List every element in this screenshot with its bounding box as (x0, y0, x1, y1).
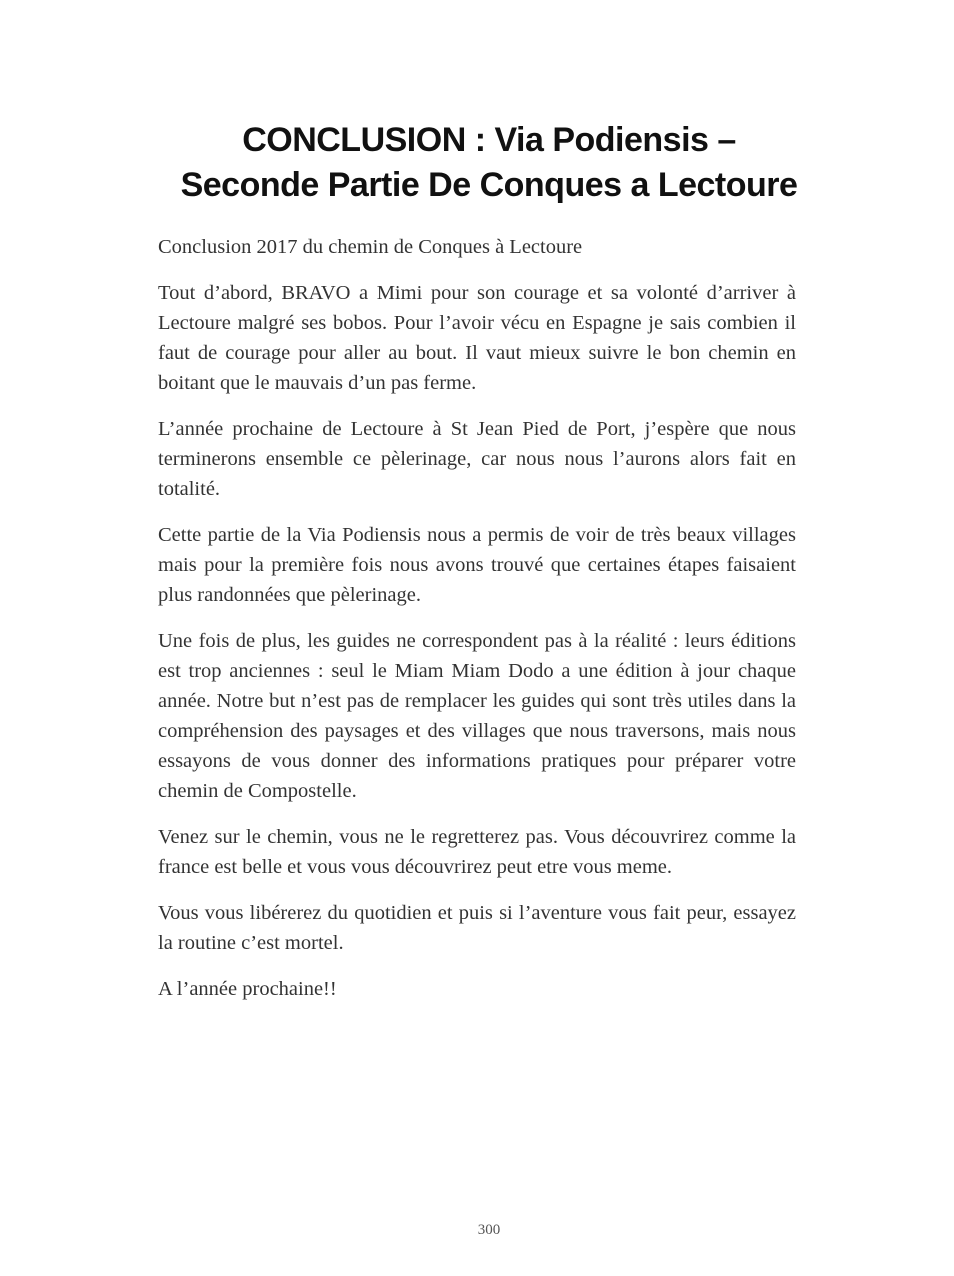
paragraph-closing: A l’année prochaine!! (158, 978, 337, 1000)
paragraph: Venez sur le chemin, vous ne le regretterez pas. Vous découvrirez comme la france est belle et vous vous découvrirez peut etre vous meme. (158, 826, 796, 878)
paragraph: L’année prochaine de Lectoure à St Jean Pied de Port, j’espère que nous terminerons ensemble ce pèlerinage, car nous nous l’aurons alors fait en totalité. (158, 418, 796, 500)
paragraph: Tout d’abord, BRAVO a Mimi pour son courage et sa volonté d’arriver à Lectoure malgré ses bobos. Pour l’avoir vécu en Espagne je sais combien il faut de courage pour aller au bout. Il vaut mieux suivre le bon chemin en boitant que le mauvais d’un pas ferme. (158, 282, 796, 394)
paragraph: Cette partie de la Via Podiensis nous a permis de voir de très beaux villages mais pour la première fois nous avons trouvé que certaines étapes faisaient plus randonnées que pèlerinage. (158, 524, 796, 606)
paragraph: Une fois de plus, les guides ne correspondent pas à la réalité : leurs éditions est trop anciennes : seul le Miam Miam Dodo a une édition à jour chaque année. Notre but n’est pas de remplacer les guides qui sont très utiles dans la compréhension des paysages et des villages que nous traversons, mais nous essayons de vous donner des informations pratiques pour préparer votre chemin de Compostelle. (158, 630, 796, 802)
body-text (158, 232, 796, 1020)
paragraph-intro: Conclusion 2017 du chemin de Conques à Lectoure (158, 236, 583, 258)
paragraph: Vous vous libérerez du quotidien et puis si l’aventure vous fait peur, essayez la routine c’est mortel. (158, 902, 796, 954)
page-title (100, 118, 878, 208)
title-line-1: CONCLUSION : Via Podiensis – (242, 121, 736, 159)
page-number: 300 (477, 1222, 501, 1238)
title-line-2: Seconde Partie De Conques a Lectoure (180, 166, 798, 204)
